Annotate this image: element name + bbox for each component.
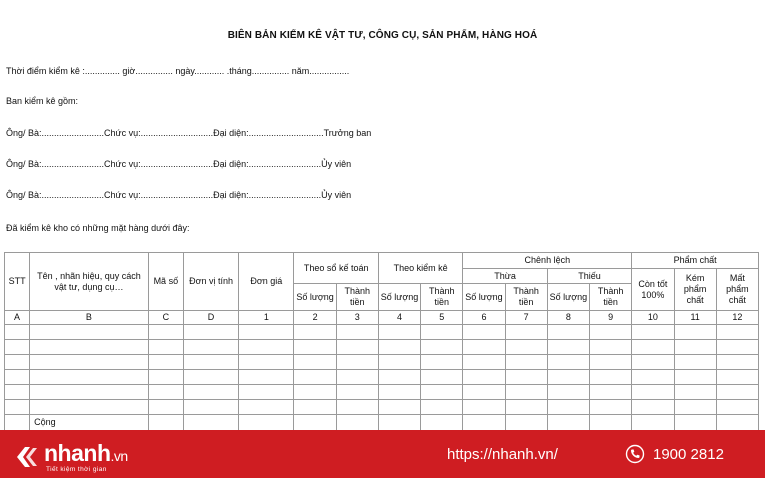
inventory-time-line: Thời điểm kiểm kê :.............. giờ............... ngày............ .tháng............... năm................	[6, 66, 350, 76]
header-qty: Số lượng	[378, 284, 420, 311]
logo-wordmark	[44, 440, 128, 467]
header-quality: Phẩm chất	[632, 253, 759, 269]
index-cell: 4	[378, 311, 420, 325]
index-cell: 1	[239, 311, 294, 325]
index-cell: 7	[505, 311, 547, 325]
header-qty: Số lượng	[463, 284, 505, 311]
header-unit: Đơn vị tính	[183, 253, 238, 311]
header-price: Đơn giá	[239, 253, 294, 311]
header-surplus: Thừa	[463, 269, 547, 284]
header-amount: Thành tiền	[336, 284, 378, 311]
table-row	[5, 340, 759, 355]
total-row	[5, 415, 759, 431]
phone-icon	[625, 444, 645, 464]
index-row	[5, 311, 759, 325]
header-qty: Số lượng	[294, 284, 336, 311]
header-lost: Mất phẩm chất	[716, 269, 758, 311]
index-cell: C	[148, 311, 183, 325]
website-link[interactable]: https://nhanh.vn/	[447, 446, 558, 463]
index-cell: B	[30, 311, 149, 325]
table-row	[5, 370, 759, 385]
total-label: Cộng	[30, 415, 149, 431]
header-stt: STT	[5, 253, 30, 311]
header-shortage: Thiếu	[547, 269, 631, 284]
header-amount: Thành tiền	[590, 284, 632, 311]
nhanh-logo[interactable]	[14, 436, 174, 474]
header-poor: Kém phẩm chất	[674, 269, 716, 311]
header-amount: Thành tiền	[505, 284, 547, 311]
table-row	[5, 325, 759, 340]
logo-brand: nhanh	[44, 440, 111, 466]
index-cell: 3	[336, 311, 378, 325]
member-line-2: Ông/ Bà:.........................Chức vụ:.............................Đại diện:.............................Ủy viên	[6, 159, 352, 169]
index-cell: 11	[674, 311, 716, 325]
header-code: Mã số	[148, 253, 183, 311]
hotline-number: 1900 2812	[653, 446, 724, 463]
table-row	[5, 400, 759, 415]
member-line-1: Ông/ Bà:.........................Chức vụ:.............................Đại diện:..............................Trưởng ban	[6, 128, 372, 138]
footer-banner	[0, 430, 765, 478]
document-title: BIÊN BẢN KIỂM KÊ VẬT TƯ, CÔNG CỤ, SẢN PHẨM, HÀNG HOÁ	[227, 30, 538, 41]
header-amount: Thành tiền	[421, 284, 463, 311]
header-count: Theo kiểm kê	[378, 253, 462, 284]
table-row	[5, 355, 759, 370]
header-diff: Chênh lệch	[463, 253, 632, 269]
table-row	[5, 385, 759, 400]
index-cell: 10	[632, 311, 674, 325]
board-label: Ban kiểm kê gồm:	[6, 96, 79, 106]
index-cell: 6	[463, 311, 505, 325]
header-book: Theo sổ kế toán	[294, 253, 378, 284]
header-name: Tên , nhãn hiệu, quy cách vật tư, dụng cụ…	[30, 253, 149, 311]
index-cell: 8	[547, 311, 589, 325]
intro-line: Đã kiểm kê kho có những mặt hàng dưới đây:	[6, 223, 190, 233]
index-cell: 9	[590, 311, 632, 325]
inventory-table	[4, 252, 759, 431]
index-cell: D	[183, 311, 238, 325]
index-cell: 5	[421, 311, 463, 325]
logo-brand-suffix: .vn	[110, 448, 128, 464]
nhanh-logo-icon	[14, 444, 40, 470]
index-cell: A	[5, 311, 30, 325]
header-qty: Số lượng	[547, 284, 589, 311]
index-cell: 2	[294, 311, 336, 325]
logo-tagline: Tiết kiệm thời gian	[46, 466, 107, 473]
header-good: Còn tốt 100%	[632, 269, 674, 311]
member-line-3: Ông/ Bà:.........................Chức vụ:.............................Đại diện:.............................Ủy viên	[6, 190, 352, 200]
index-cell: 12	[716, 311, 758, 325]
